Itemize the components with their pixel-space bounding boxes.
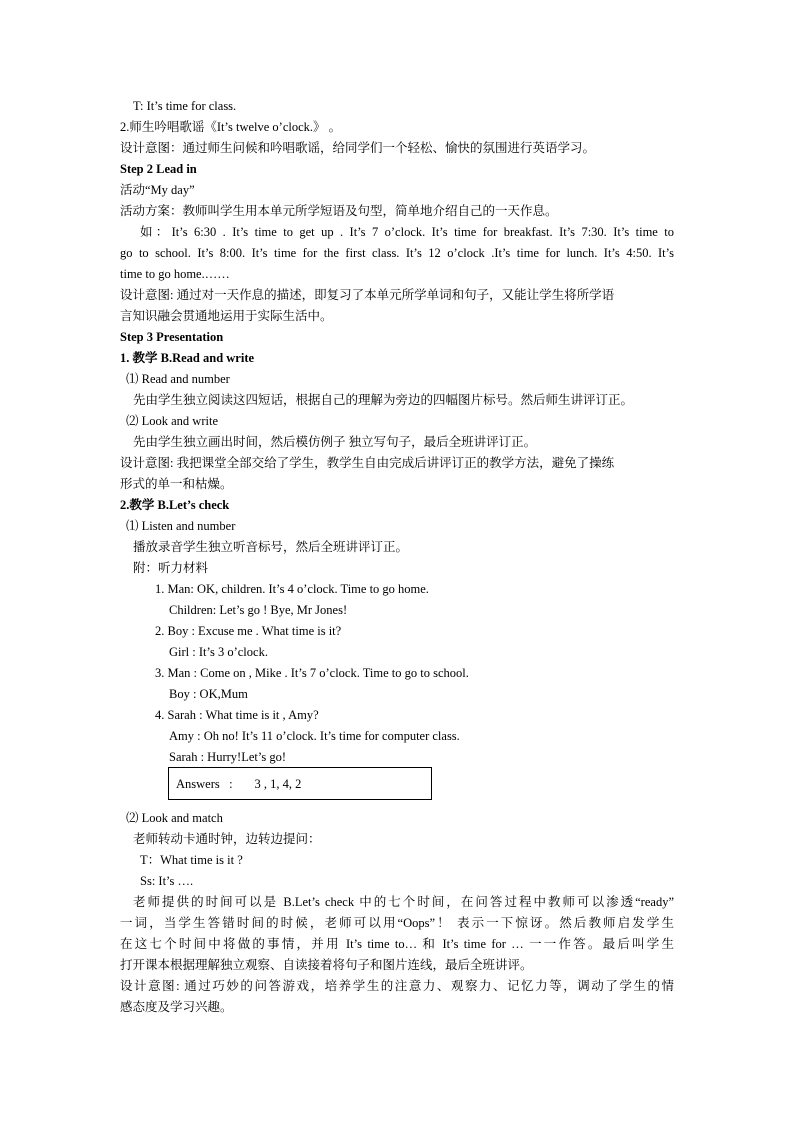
text-line: 附：听力材料: [133, 561, 209, 575]
text-line: Boy : OK,Mum: [169, 687, 248, 701]
text-line: ⑴ Read and number: [126, 372, 230, 386]
text-line: T：What time is it ?: [140, 853, 243, 867]
text-line: Ss: It’s ….: [140, 874, 194, 888]
text-line: T: It’s time for class.: [133, 99, 237, 113]
text-line: 设计意图: 通过对一天作息的描述，即复习了本单元所学单词和句子，又能让学生将所学语: [120, 288, 615, 302]
text-line: 设计意图: 我把课堂全部交给了学生，教学生自由完成后讲评订正的教学方法，避免了操练: [120, 456, 615, 470]
text-line: 1. Man: OK, children. It’s 4 o’clock. Time to go home.: [155, 582, 429, 596]
text-line: 活动方案：教师叫学生用本单元所学短语及句型，简单地介绍自己的一天作息。: [120, 204, 558, 218]
text-line: Girl : It’s 3 o’clock.: [169, 645, 268, 659]
text-line: 一词，当学生答错时间的时候，老师可以用“Oops”！ 表示一下惊讶。然后教师启发学生: [120, 916, 674, 930]
text-line: 老师转动卡通时钟，边转边提问：: [133, 832, 321, 846]
text-line: 言知识融会贯通地运用于实际生活中。: [120, 309, 333, 323]
subsection-heading: 1. 教学 B.Read and write: [120, 351, 255, 365]
subsection-heading: 2.教学 B.Let’s check: [120, 498, 230, 512]
text-line: 形式的单一和枯燥。: [120, 477, 233, 491]
text-line: 活动“My day”: [120, 183, 195, 197]
text-line: ⑵ Look and match: [126, 811, 223, 825]
text-line: 打开课本根据理解独立观察、自读接着将句子和图片连线，最后全班讲评。: [120, 958, 533, 972]
text-line: Amy : Oh no! It’s 11 o’clock. It’s time for computer class.: [169, 729, 460, 743]
text-line: 2. Boy : Excuse me . What time is it?: [155, 624, 342, 638]
text-line: 先由学生独立阅读这四短话，根据自己的理解为旁边的四幅图片标号。然后师生讲评订正。: [133, 393, 634, 407]
text-line: 设计意图：通过师生问候和吟唱歌谣，给同学们一个轻松、愉快的氛围进行英语学习。: [120, 141, 596, 155]
text-line: 感态度及学习兴趣。: [120, 1000, 233, 1014]
text-line: 设计意图: 通过巧妙的问答游戏，培养学生的注意力、观察力、记忆力等，调动了学生的情: [120, 979, 674, 993]
text-line: 先由学生独立画出时间，然后模仿例子 独立写句子，最后全班讲评订正。: [133, 435, 537, 449]
text-line: 4. Sarah : What time is it , Amy?: [155, 708, 319, 722]
text-line: 2.师生吟唱歌谣《It’s twelve o’clock.》 。: [120, 120, 342, 134]
text-line: ⑴ Listen and number: [126, 519, 236, 533]
text-line: Sarah : Hurry!Let’s go!: [169, 750, 286, 764]
section-heading: Step 3 Presentation: [120, 330, 224, 344]
text-line: ⑵ Look and write: [126, 414, 218, 428]
text-line: go to school. It’s 8:00. It’s time for the first class. It’s 12 o’clock .It’s time for lunch. It’s 4:50. It’s: [120, 246, 674, 260]
section-heading: Step 2 Lead in: [120, 162, 197, 176]
text-line: 播放录音学生独立听音标号，然后全班讲评订正。: [133, 540, 409, 554]
answers-text: Answers : 3 , 1, 4, 2: [176, 777, 302, 791]
text-line: Children: Let’s go ! Bye, Mr Jones!: [169, 603, 348, 617]
text-line: 老师提供的时间可以是 B.Let’s check 中的七个时间，在问答过程中教师可以渗透“ready”: [133, 895, 674, 909]
text-line: 在这七个时间中将做的事情，并用 It’s time to… 和 It’s time for … 一一作答。最后叫学生: [120, 937, 674, 951]
text-line: 如：It’s 6:30 . It’s time to get up . It’s 7 o’clock. It’s time for breakfast. It’s 7:30. It’s time to: [140, 225, 674, 239]
text-line: time to go home.……: [120, 267, 230, 281]
text-line: 3. Man : Come on , Mike . It’s 7 o’clock. Time to go to school.: [155, 666, 469, 680]
